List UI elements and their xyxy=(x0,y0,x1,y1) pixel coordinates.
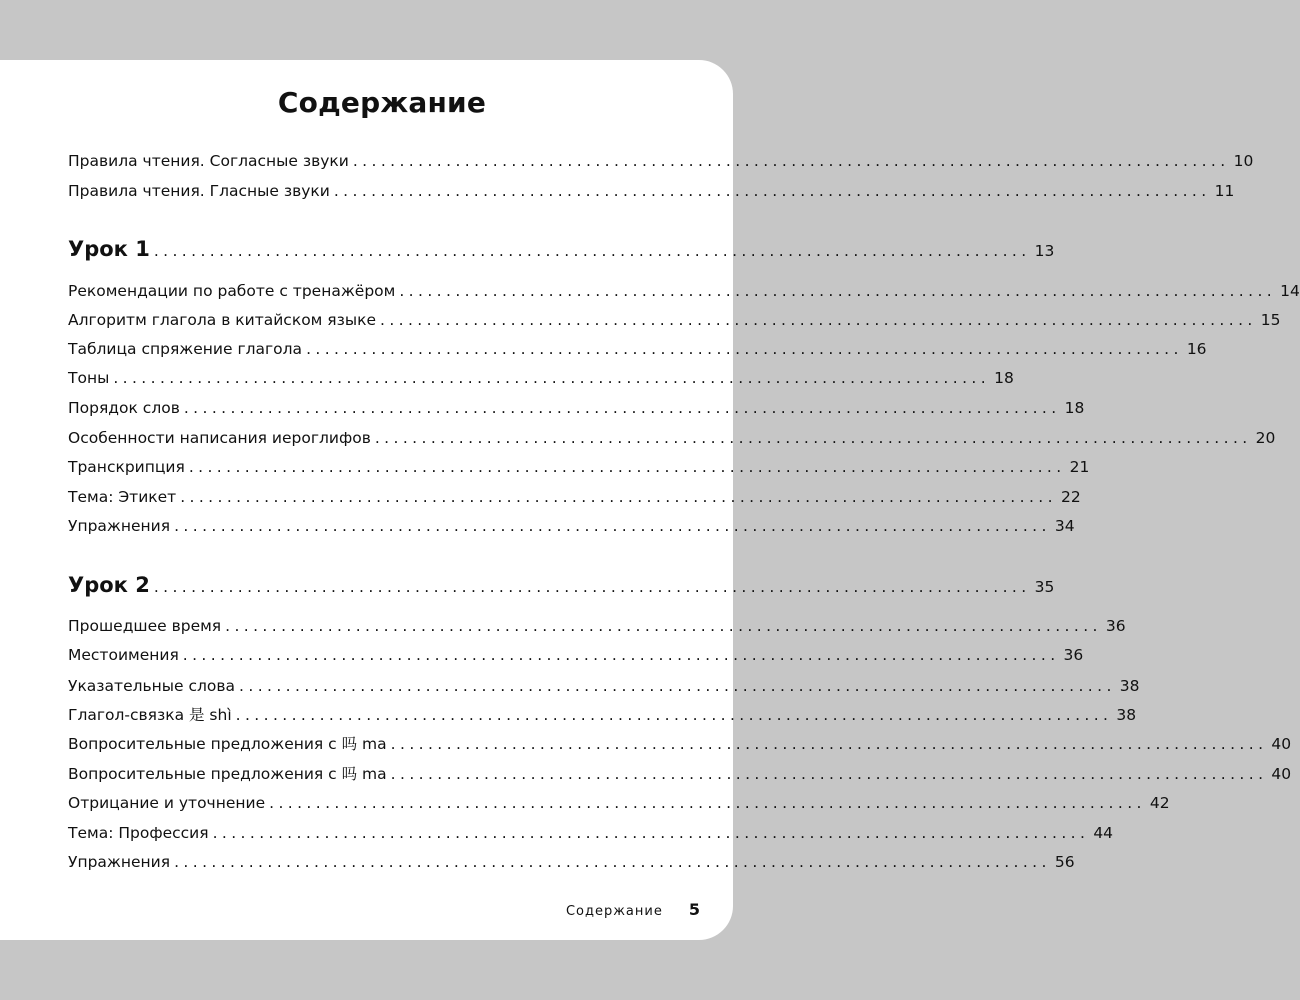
toc-entry-title: Тема: Этикет xyxy=(68,488,177,506)
toc-dot-leader: .............................................................................................. xyxy=(225,617,1102,635)
toc-dot-leader: .............................................................................................. xyxy=(390,735,1268,753)
toc-entry[interactable] xyxy=(68,487,1081,507)
toc-lesson-heading[interactable] xyxy=(68,236,1055,264)
toc-entry-page: 56 xyxy=(1054,853,1075,871)
toc-entry[interactable] xyxy=(68,398,1085,418)
toc-entry-page: 36 xyxy=(1063,646,1084,664)
toc-entry-title: Особенности написания иероглифов xyxy=(68,429,371,447)
toc-entry[interactable] xyxy=(68,793,1170,813)
toc-entry-page: 42 xyxy=(1149,794,1170,812)
toc-dot-leader: .............................................................................................. xyxy=(374,429,1252,447)
toc-entry[interactable] xyxy=(68,705,1137,725)
toc-lesson-title: Урок 1 xyxy=(68,237,150,261)
toc-dot-leader: .............................................................................................. xyxy=(183,399,1061,417)
toc-entry-title: Алгоритм глагола в китайском языке xyxy=(68,311,376,329)
toc-entry-title: Указательные слова xyxy=(68,677,236,695)
toc-entry-title: Правила чтения. Гласные звуки xyxy=(68,182,330,200)
toc-entry-page: 22 xyxy=(1060,488,1081,506)
toc-dot-leader: .............................................................................................. xyxy=(352,152,1230,170)
toc-dot-leader: .............................................................................................. xyxy=(180,488,1057,506)
toc-entry[interactable] xyxy=(68,676,1140,696)
toc-dot-leader: .............................................................................................. xyxy=(174,853,1051,871)
toc-entry-page: 16 xyxy=(1186,340,1207,358)
toc-dot-leader: .............................................................................................. xyxy=(399,282,1277,300)
toc-dot-leader: .............................................................................................. xyxy=(390,765,1268,783)
toc-entry-title: Правила чтения. Согласные звуки xyxy=(68,152,349,170)
footer-page-number: 5 xyxy=(688,900,700,919)
toc-dot-leader: .............................................................................................. xyxy=(269,794,1146,812)
toc-lesson-heading[interactable] xyxy=(68,572,1055,600)
toc-entry[interactable] xyxy=(68,734,1292,754)
toc-entry[interactable] xyxy=(68,823,1114,843)
toc-entry-page: 40 xyxy=(1271,735,1292,753)
toc-entry-title: Отрицание и уточнение xyxy=(68,794,266,812)
toc-dot-leader: .............................................................................................. xyxy=(380,311,1257,329)
footer-section-label: Содержание xyxy=(565,904,663,919)
page-footer xyxy=(566,900,700,919)
toc-entry-page: 20 xyxy=(1255,429,1276,447)
toc-dot-leader: .............................................................................................. xyxy=(333,182,1211,200)
toc-entry-page: 11 xyxy=(1214,182,1235,200)
toc-dot-leader: .............................................................................................. xyxy=(174,517,1051,535)
toc-entry[interactable] xyxy=(68,516,1075,536)
toc-entry-title: Местоимения xyxy=(68,646,179,664)
page-title: Содержание xyxy=(277,86,487,119)
toc-entry-page: 40 xyxy=(1271,765,1292,783)
toc-entry[interactable] xyxy=(68,339,1207,359)
toc-entry-title: Тоны xyxy=(68,369,110,387)
toc-entry-page: 18 xyxy=(1064,399,1085,417)
toc-entry-title: Таблица спряжение глагола xyxy=(68,340,303,358)
toc-entry[interactable] xyxy=(68,852,1075,872)
toc-entry-page: 18 xyxy=(994,369,1014,387)
toc-entry[interactable] xyxy=(68,181,1235,201)
toc-entry-title: Вопросительные предложения с 吗 ma xyxy=(68,765,387,783)
toc-entry[interactable] xyxy=(68,281,1300,301)
toc-entry-title: Рекомендации по работе с тренажёром xyxy=(68,282,396,300)
toc-entry[interactable] xyxy=(68,645,1084,665)
toc-entry[interactable] xyxy=(68,428,1276,448)
toc-entry-title: Прошедшее время xyxy=(68,617,222,635)
toc-entry-title: Упражнения xyxy=(68,517,171,535)
toc-entry[interactable] xyxy=(68,368,1014,388)
toc-entry-title: Вопросительные предложения с 吗 ma xyxy=(68,735,387,753)
toc-dot-leader: .............................................................................................. xyxy=(212,824,1090,842)
toc-entry-page: 44 xyxy=(1093,824,1114,842)
toc-entry-page: 36 xyxy=(1105,617,1126,635)
toc-entry-page: 15 xyxy=(1260,311,1281,329)
toc-entry-page: 14 xyxy=(1280,282,1300,300)
toc-entry-page: 10 xyxy=(1233,152,1254,170)
toc-dot-leader: .............................................................................................. xyxy=(153,242,1031,260)
toc-entry-title: Транскрипция xyxy=(68,458,185,476)
toc-entry-page: 34 xyxy=(1054,517,1075,535)
toc-entry-title: Тема: Профессия xyxy=(68,824,209,842)
toc-entry-page: 38 xyxy=(1116,706,1137,724)
toc-entry-page: 21 xyxy=(1069,458,1090,476)
toc-lesson-title: Урок 2 xyxy=(68,573,150,597)
toc-entry-page: 38 xyxy=(1119,677,1140,695)
toc-entry[interactable] xyxy=(68,151,1254,171)
toc-entry-page: 35 xyxy=(1034,578,1055,596)
toc-dot-leader: .............................................................................................. xyxy=(182,646,1060,664)
toc-entry[interactable] xyxy=(68,616,1126,636)
toc-dot-leader: .............................................................................................. xyxy=(153,578,1031,596)
toc-entry[interactable] xyxy=(68,310,1281,330)
toc-dot-leader: .............................................................................................. xyxy=(113,369,991,387)
toc-entry-title: Упражнения xyxy=(68,853,171,871)
toc-entry[interactable] xyxy=(68,764,1292,784)
toc-entry-title: Порядок слов xyxy=(68,399,180,417)
toc-entry[interactable] xyxy=(68,457,1090,477)
toc-dot-leader: .............................................................................................. xyxy=(239,677,1116,695)
toc-entry-title: Глагол-связка 是 shì xyxy=(68,706,232,724)
toc-entry-page: 13 xyxy=(1034,242,1055,260)
toc-dot-leader: .............................................................................................. xyxy=(188,458,1066,476)
toc-dot-leader: .............................................................................................. xyxy=(306,340,1183,358)
toc-dot-leader: .............................................................................................. xyxy=(235,706,1113,724)
